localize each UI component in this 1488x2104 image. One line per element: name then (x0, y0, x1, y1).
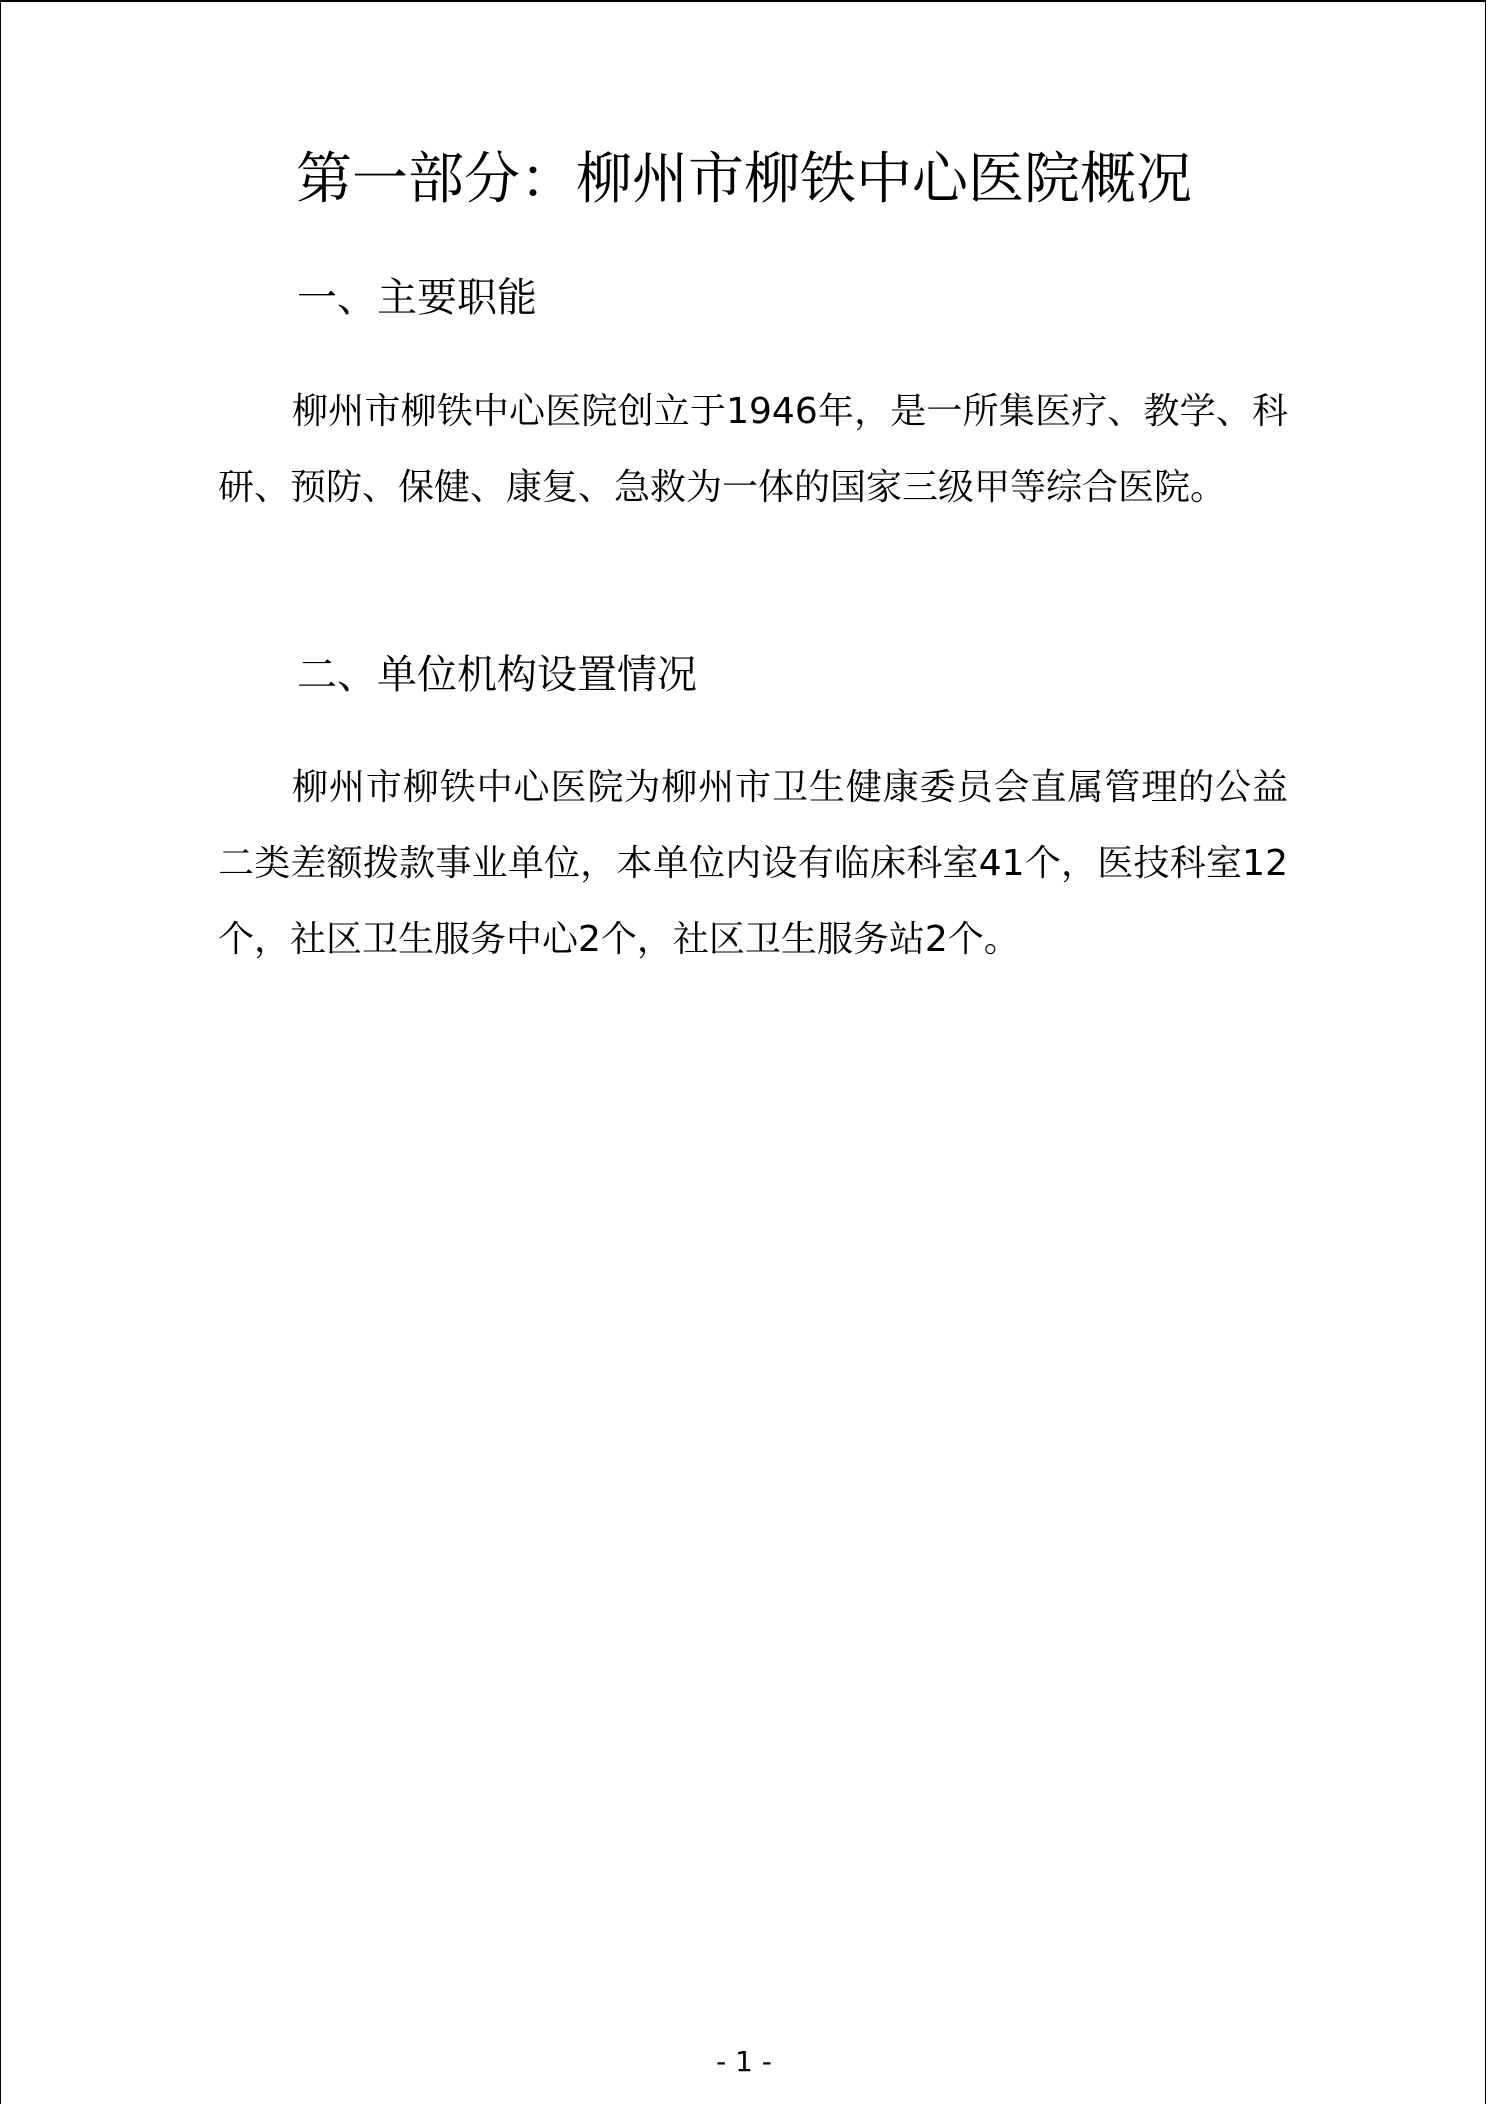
section-heading-organization: 二、单位机构设置情况 (297, 652, 697, 698)
page-title: 第一部分：柳州市柳铁中心医院概况 (296, 147, 1192, 212)
page-number: - 1 - (716, 2045, 772, 2078)
section-paragraph-main-functions: 柳州市柳铁中心医院创立于1946年，是一所集医疗、教学、科研、预防、保健、康复、急救为一体的国家三级甲等综合医院。 (218, 391, 1288, 508)
section-paragraph-organization: 柳州市柳铁中心医院为柳州市卫生健康委员会直属管理的公益二类差额拨款事业单位，本单位内设有临床科室41个，医技科室12个，社区卫生服务中心2个，社区卫生服务站2个。 (218, 767, 1288, 960)
section-heading-main-functions: 一、主要职能 (297, 275, 537, 321)
